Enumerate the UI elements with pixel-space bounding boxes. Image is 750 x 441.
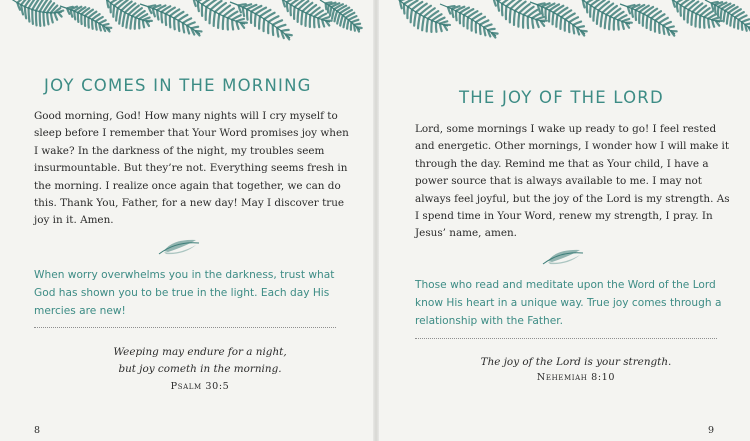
right-verse-line-1: The joy of the Lord is your strength. — [480, 356, 672, 368]
right-verse-reference: Nehemiah 8:10 — [536, 372, 616, 383]
right-verse-quote — [435, 354, 717, 371]
right-devotion-text: Those who read and meditate upon the Word of the Lord know His heart in a unique way. True joy comes through a relationship with the Father. — [415, 279, 722, 327]
left-verse-line-1: Weeping may endure for a night, — [113, 346, 287, 358]
right-prayer-text: Lord, some mornings I wake up ready to go! I feel rested and energetic. Other mornings, I wonder how I will make it through the day. Remind me that as Your child, I have a power source that is always available to me. I may not always feel joyful, but the joy of the Lord is my strength. As I spend time in Your Word, renew my strength, I pray. In Jesus’ name, amen. — [415, 123, 730, 240]
left-page-number: 8 — [34, 425, 41, 436]
right-page-number: 9 — [708, 425, 715, 436]
left-prayer-text: Good morning, God! How many nights will I cry myself to sleep before I remember that Your Word promises joy when I wake? In the darkness of the night, my troubles seem insurmountable. But they’re not. Everything seems fresh in the morning. I realize once again that together, we can do this. Thank You, Father, for a new day! May I discover true joy in it. Amen. — [34, 110, 349, 227]
left-verse-line-2: but joy cometh in the morning. — [118, 363, 282, 375]
right-dotted-divider — [415, 338, 717, 339]
left-page-title: JOY COMES IN THE MORNING — [44, 76, 312, 95]
left-devotion-text: When worry overwhelms you in the darkness, trust what God has shown you to be true in the light. Each day His mercies are new! — [34, 269, 335, 317]
feather-icon — [156, 237, 202, 259]
left-dotted-divider — [34, 327, 336, 328]
left-page — [0, 0, 373, 441]
feather-icon — [540, 247, 586, 269]
left-verse-reference: Psalm 30:5 — [170, 381, 230, 392]
right-page — [379, 0, 750, 441]
left-verse-quote — [60, 344, 340, 378]
right-page-title: THE JOY OF THE LORD — [459, 88, 664, 107]
